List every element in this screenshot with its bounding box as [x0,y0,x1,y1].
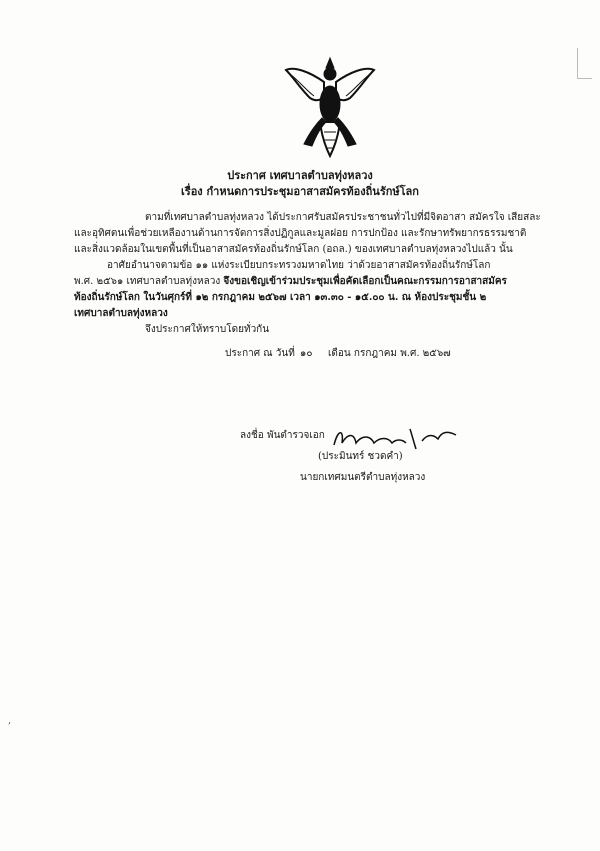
body-line-1: ตามที่เทศบาลตำบลทุ่งหลวง ได้ประกาศรับสมัครประชาชนทั่วไปที่มีจิตอาสา สมัครใจ เสียสละ [145,212,541,223]
garuda-emblem-icon [280,52,380,162]
date-prefix: ประกาศ ณ วันที่ [225,348,295,359]
announcement-title: ประกาศ เทศบาลตำบลทุ่งหลวง [227,169,373,182]
body-line-2: และอุทิศตนเพื่อช่วยเหลืองานด้านการจัดการสิ่งปฏิกูลและมูลฝอย การปกป้อง และรักษาทรัพยากรธรรมชาติ [74,228,527,239]
date-month-year: เดือน กรกฎาคม พ.ศ. ๒๕๖๗ [328,348,451,359]
closing-statement: จึงประกาศให้ทราบโดยทั่วกัน [145,324,270,335]
scan-artifact-mark: , [8,715,12,726]
body-line-4: อาศัยอำนาจตามข้อ ๑๑ แห่งระเบียบกระทรวงมหาดไทย ว่าด้วยอาสาสมัครท้องถิ่นรักษ์โลก [107,260,491,271]
announcement-subject: เรื่อง กำหนดการประชุมอาสาสมัครท้องถิ่นรักษ์โลก [181,185,419,198]
body-line-5-plain: พ.ศ. ๒๕๖๑ เทศบาลตำบลทุ่งหลวง [74,276,224,287]
signature-label: ลงชื่อ พันตำรวจเอก [240,430,325,441]
signatory-name: (ประมินทร์ ชวดคำ) [318,451,403,462]
signatory-position: นายกเทศมนตรีตำบลทุ่งหลวง [300,472,426,483]
body-line-6: ท้องถิ่นรักษ์โลก ในวันศุกร์ที่ ๑๒ กรกฎาคม ๒๕๖๗ เวลา ๑๓.๓๐ - ๑๕.๐๐ น. ณ ห้องประชุมชั้น ๒ [74,292,487,303]
page-edge-mark [577,48,592,79]
body-line-5-bold: จึงขอเชิญเข้าร่วมประชุมเพื่อคัดเลือกเป็นคณะกรรมการอาสาสมัคร [223,276,507,287]
body-line-3: และสิ่งแวดล้อมในเขตพื้นที่เป็นอาสาสมัครท้องถิ่นรักษ์โลก (อถล.) ของเทศบาลตำบลทุ่งหลวงไปแล้ว นั้น [74,244,513,255]
body-line-7: เทศบาลตำบลทุ่งหลวง [74,308,168,319]
body-line-5 [74,274,507,289]
date-day: ๑๐ [300,348,313,359]
